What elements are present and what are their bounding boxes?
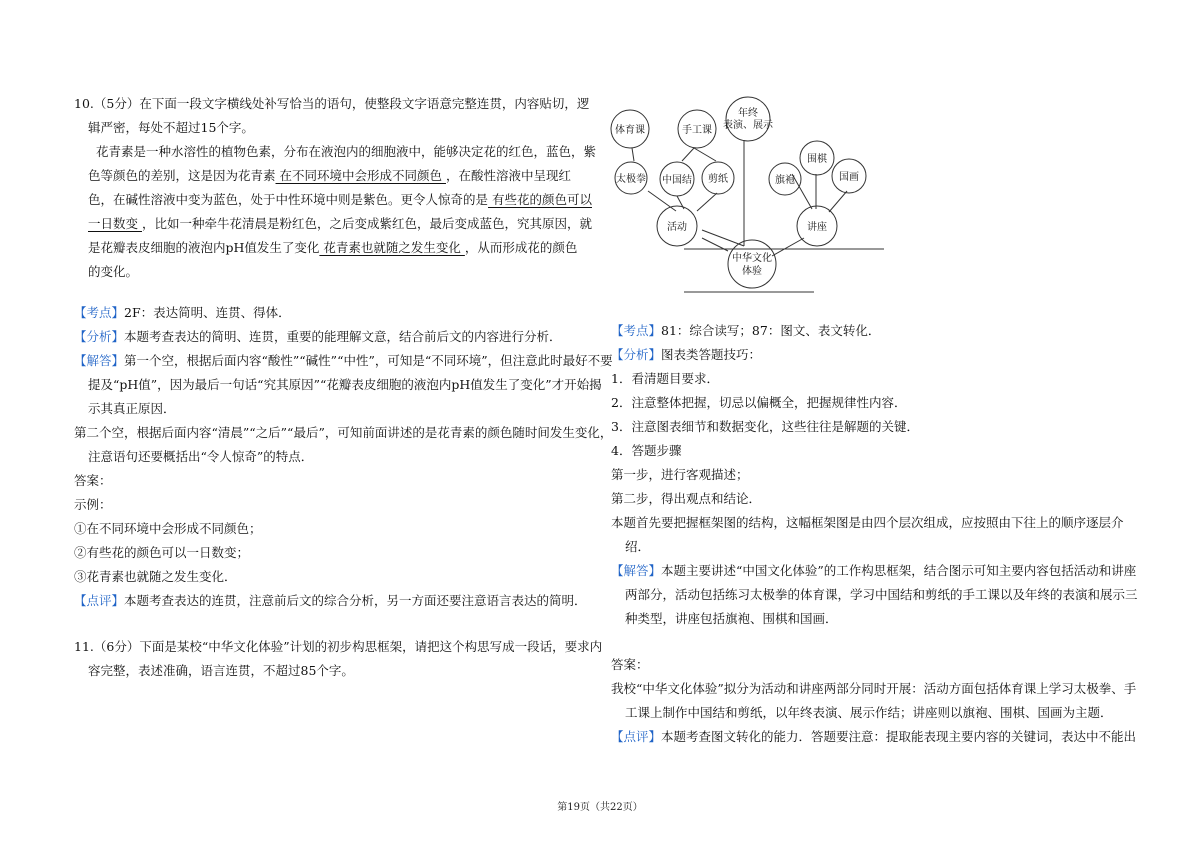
q11-answer-2: 工课上制作中国结和剪纸，以年终表演、展示作结；讲座则以旗袍、围棋、国画为主题． <box>625 705 1113 720</box>
q10-jieda-3: 示其真正原因． <box>88 401 176 416</box>
blank-answer-2a: 有些花的颜色可以 <box>488 192 592 207</box>
tip-2: 2．注意整体把握，切忌以偏概全，把握规律性内容． <box>611 395 907 410</box>
q10-example-label: 示例： <box>74 497 112 512</box>
q11-answer-label: 答案： <box>611 657 649 672</box>
tip-1: 1．看清题目要求． <box>611 371 719 386</box>
tip-3: 3．注意图表细节和数据变化，这些往往是解题的关键． <box>611 419 919 434</box>
node-tiyuke: 体育课 <box>615 125 645 136</box>
structure-note-2: 绍． <box>625 539 651 554</box>
blank-answer-1: 在不同环境中会形成不同颜色 <box>275 168 446 183</box>
q10-jieda-1: 【解答】第一个空，根据后面内容“酸性”“碱性”“中性”，可知是“不同环境”，但注意此时最好不要 <box>74 353 613 368</box>
q10-dianping: 【点评】本题考查表达的连贯，注意前后文的综合分析，另一方面还要注意语言表达的简明． <box>74 593 587 608</box>
node-nianzhong-2: 表演、展示 <box>723 120 773 131</box>
jieda-tag: 【解答】 <box>611 563 662 578</box>
tip-4: 4．答题步骤 <box>611 443 682 458</box>
fenxi-tag: 【分析】 <box>74 329 125 344</box>
q10-jieda-5: 注意语句还要概括出“令人惊奇”的特点． <box>88 449 314 464</box>
blank-answer-2b: 一日数变 <box>88 216 142 231</box>
page-footer: 第19页（共22页） <box>557 802 643 813</box>
node-zhongguojie: 中国结 <box>662 175 692 186</box>
q10-passage-line-4: 一日数变 ，比如一种牵牛花清晨是粉红色，之后变成紫红色，最后变成蓝色，究其原因，就 <box>88 216 592 231</box>
node-weiqi: 围棋 <box>807 154 827 165</box>
q10-answer-1: ①在不同环境中会形成不同颜色； <box>74 521 262 536</box>
q11-fenxi: 【分析】图表类答题技巧： <box>611 347 762 362</box>
q10-answer-label: 答案： <box>74 473 112 488</box>
fenxi-tag: 【分析】 <box>611 347 662 362</box>
blank-answer-3: 花青素也就随之发生变化 <box>319 240 465 255</box>
node-guohua: 国画 <box>839 172 859 183</box>
jieda-tag: 【解答】 <box>74 353 125 368</box>
tip-step-1: 第一步，进行客观描述； <box>611 467 749 482</box>
q10-fenxi: 【分析】本题考查表达的简明、连贯，重要的能理解文意，结合前后文的内容进行分析． <box>74 329 562 344</box>
node-root-1: 中华文化 <box>732 253 772 264</box>
node-jiangzuo: 讲座 <box>807 222 827 233</box>
node-nianzhong-1: 年终 <box>738 108 758 119</box>
node-qipao: 旗袍 <box>775 175 795 186</box>
q10-intro-1: 10.（5分）在下面一段文字横线处补写恰当的语句，使整段文字语意完整连贯，内容贴切，逻 <box>74 96 590 111</box>
kaodian-tag: 【考点】 <box>74 305 125 320</box>
q11-dianping: 【点评】本题考查图文转化的能力．答题要注意：提取能表现主要内容的关键词，表达中不能出 <box>611 729 1137 744</box>
node-root-2: 体验 <box>742 266 762 277</box>
q11-kaodian: 【考点】81：综合读写；87：图文、表文转化． <box>611 323 881 338</box>
q11-jieda-3: 种类型，讲座包括旗袍、围棋和国画． <box>625 611 838 626</box>
kaodian-tag: 【考点】 <box>611 323 662 338</box>
q11-answer-1: 我校“中华文化体验”拟分为活动和讲座两部分同时开展：活动方面包括体育课上学习太极拳、手 <box>611 681 1137 696</box>
q10-passage-line-3: 色，在碱性溶液中变为蓝色，处于中性环境中则是紫色。更令人惊奇的是 有些花的颜色可以 <box>88 192 592 207</box>
node-taijiquan: 太极拳 <box>616 174 646 185</box>
dianping-tag: 【点评】 <box>74 593 125 608</box>
q10-jieda-4: 第二个空，根据后面内容“清晨”“之后”“最后”，可知前面讲述的是花青素的颜色随时间发生变化， <box>74 425 613 440</box>
q10-answer-2: ②有些花的颜色可以一日数变； <box>74 545 250 560</box>
node-huodong: 活动 <box>667 222 687 233</box>
q10-passage-line-5: 是花瓣表皮细胞的液泡内pH值发生了变化 花青素也就随之发生变化 ，从而形成花的颜色 <box>88 240 578 255</box>
q10-passage-line-1: 花青素是一种水溶性的植物色素，分布在液泡内的细胞液中，能够决定花的红色，蓝色，紫 <box>96 144 597 159</box>
q11-jieda-2: 两部分，活动包括练习太极拳的体育课，学习中国结和剪纸的手工课以及年终的表演和展示三 <box>625 587 1138 602</box>
q11-jieda-1: 【解答】本题主要讲述“中国文化体验”的工作构思框架，结合图示可知主要内容包括活动和讲座 <box>611 563 1137 578</box>
q10-kaodian: 【考点】2F：表达简明、连贯、得体． <box>74 305 291 320</box>
q11-intro-1: 11.（6分）下面是某校“中华文化体验”计划的初步构思框架，请把这个构思写成一段话，要求内 <box>74 639 603 654</box>
structure-note-1: 本题首先要把握框架图的结构，这幅框架图是由四个层次组成，应按照由下往上的顺序逐层介 <box>611 515 1124 530</box>
tip-step-2: 第二步，得出观点和结论． <box>611 491 762 506</box>
q10-jieda-2: 提及“pH值”，因为最后一句话“究其原因”“花瓣表皮细胞的液泡内pH值发生了变化”才开始揭 <box>88 377 602 392</box>
q10-passage-line-2: 色等颜色的差别，这是因为花青素 在不同环境中会形成不同颜色 ，在酸性溶液中呈现红 <box>88 168 571 183</box>
node-shougongke: 手工课 <box>682 125 712 136</box>
node-jianzhi: 剪纸 <box>708 174 728 185</box>
q11-intro-2: 容完整，表述准确，语言连贯，不超过85个字。 <box>88 663 354 678</box>
dianping-tag: 【点评】 <box>611 729 662 744</box>
q10-passage-line-6: 的变化。 <box>88 264 139 279</box>
q10-intro-2: 辑严密，每处不超过15个字。 <box>88 120 254 135</box>
framework-diagram <box>604 96 884 298</box>
q10-answer-3: ③花青素也就随之发生变化． <box>74 569 237 584</box>
